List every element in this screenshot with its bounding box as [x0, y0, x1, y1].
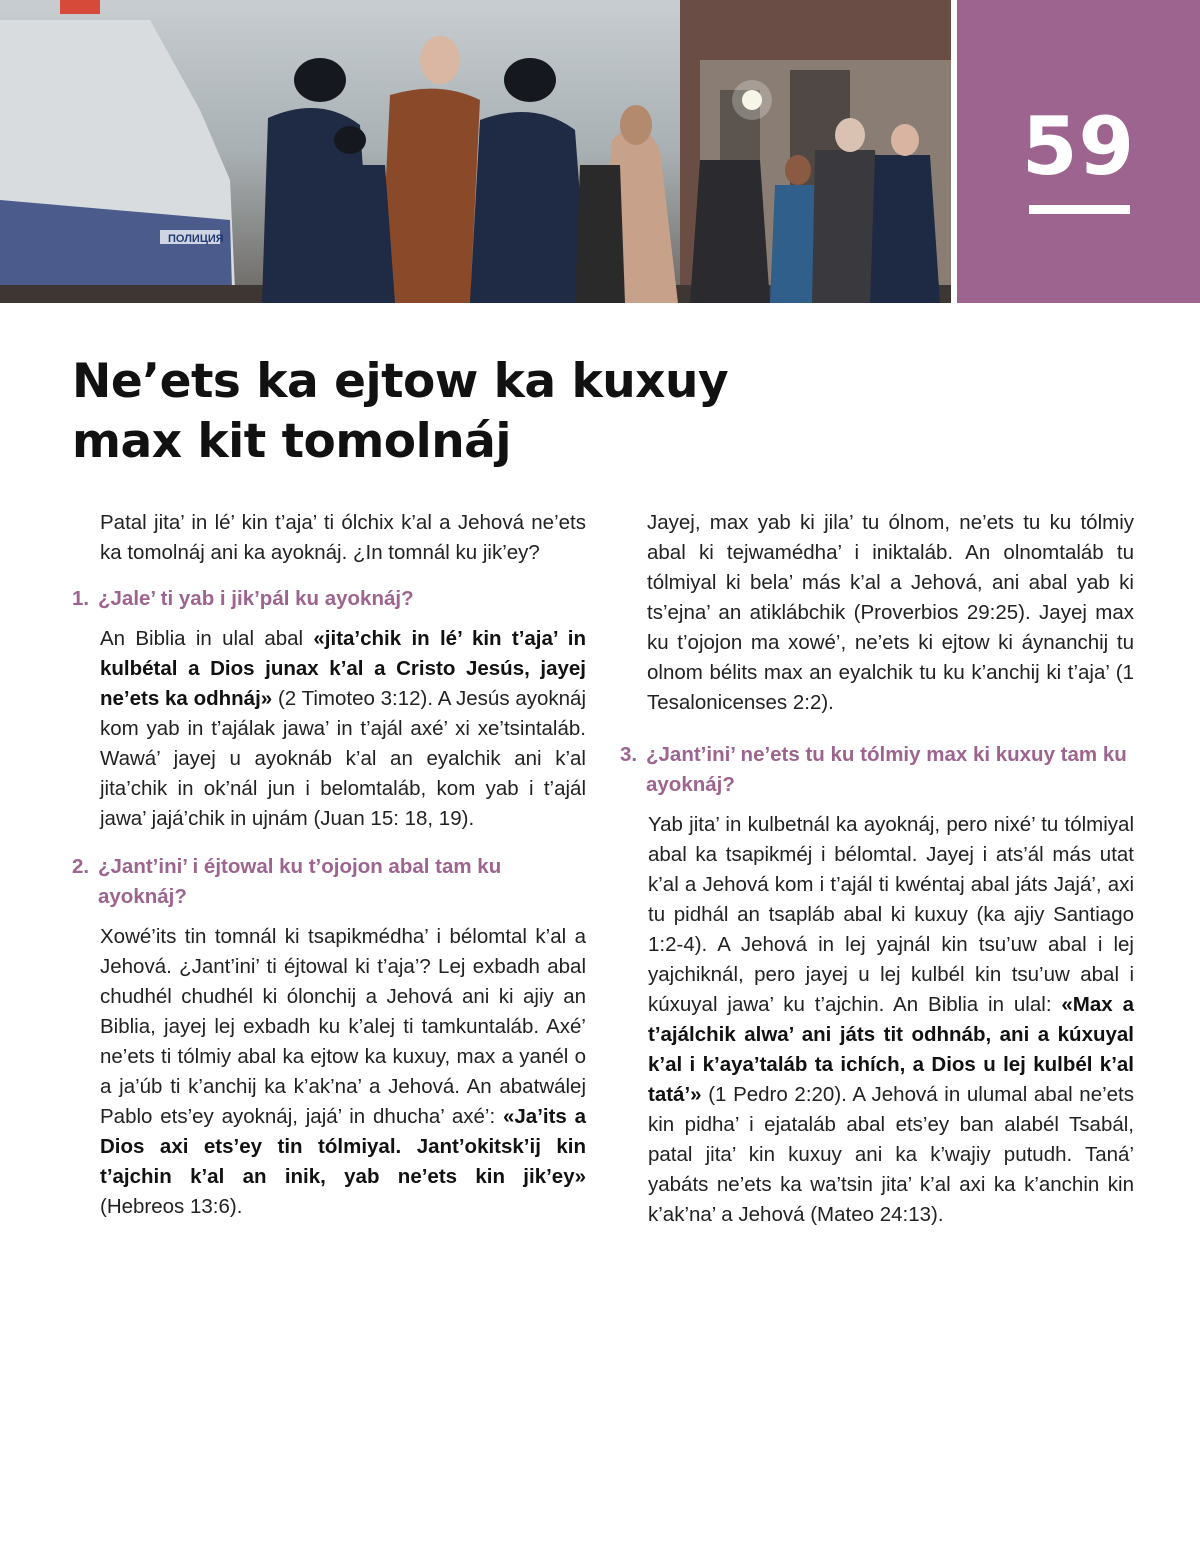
title-line-1: Ne’ets ka ejtow ka kuxuy [72, 354, 729, 409]
scripture-quote: «Max a t’ajálchik alwa’ ani játs tit odhnáb, ani a kúxuyal k’al i k’aya’taláb ta ichích, a Dios u lej kulbél k’al tatá’» [648, 993, 1134, 1106]
question-number: 1. [72, 587, 90, 610]
answer-text: (1 Pedro 2:20). A Jehová in ulumal abal ne’ets kin pidha’ i ejataláb abal ets’ey ban alabél Tsabál, patal jita’ kin kuxuy ani ka k’wajiy putudh. Taná’ yabáts ne’ets ka wa’tsin jita’ k’al axi ka k’anchin kin k’ak’na’ a Jehová (Mateo 24:13). [648, 1083, 1134, 1226]
intro-paragraph: Patal jita’ in lé’ kin t’aja’ ti ólchix k’al a Jehová ne’ets ka tomolnáj ani ka ayoknáj. ¿In tomnál ku jik’ey? [100, 511, 586, 564]
answer-2-continued-paragraph: Jayej, max yab ki jila’ tu ólnom, ne’ets tu ku tólmiy abal ki tejwamédha’ i iniktaláb. An olnomtaláb tu tólmiyal ki bela’ más k’al a Jehová, ani abal yab ki ts’ejna’ an atiklábchik (Proverbios 29:25). Jayej max ku t’ojojon ma xowé’, ne’ets ki ejtow ki áynanchij tu olnom bélits max an eyalchik tu ku k’anchij ki t’aja’ (1 Tesalonicenses 2:2). [647, 511, 1134, 714]
answer-text: Xowé’its tin tomnál ki tsapikmédha’ i bélomtal k’al a Jehová. ¿Jant’ini’ ti éjtowal ki t’aja’? Lej exbadh abal chudhél chudhél ki ólonchij a Jehová ani ki ajiy an Biblia, jayej lej exbadh ku k’alej ti tamkuntaláb. Axé’ ne’ets ti tólmiy abal ka ejtow ka kuxuy, max a yanél o a ja’úb ti k’anchij ka k’ak’na’ a Jehová. An abatwálej Pablo ets’ey ayoknáj, jajá’ in dhucha’ axé’: [100, 925, 586, 1128]
question-1 [72, 584, 586, 614]
title-line-2: max kit tomolnáj [72, 414, 511, 469]
lesson-number-underline [1029, 205, 1130, 214]
answer-text: Yab jita’ in kulbetnál ka ayoknáj, pero nixé’ tu tólmiyal abal ka tsapikméj i bélomtal. Jayej i ats’ál más utat k’al a Jehová kom i t’ajál ti kwéntaj abal játs Jajá’, axi tu pidhál an tsapláb abal ki kuxuy (ka ajiy Santiago 1:2-4). A Jehová in lej yajnál kin tsu’uw abal i lej yajchiknál, pero jayej u lej kulbél kin tsu’uw abal i kúxuyal jawa’ ku t’ajchin. An Biblia in ulal: [648, 813, 1134, 1016]
question-text: ¿Jant’ini’ i éjtowal ku t’ojojon abal tam ku ayoknáj? [98, 855, 502, 908]
page-title [72, 352, 832, 472]
answer-text: An Biblia in ulal abal [100, 627, 314, 650]
photo-caption: ПОЛИЦИЯ [168, 233, 224, 245]
answer-3-paragraph [620, 810, 1134, 1230]
photo-icon [0, 0, 951, 303]
scripture-quote: «Ja’its a Dios axi ets’ey tin tólmiyal. Jant’okitsk’ij kin t’ajchin k’al an inik, yab ne’ets kin jik’ey» [100, 1105, 587, 1188]
lesson-number: 59 [1021, 100, 1136, 193]
question-number: 3. [620, 743, 638, 766]
question-2 [72, 852, 586, 912]
hero-photo [0, 0, 951, 303]
question-text: ¿Jale’ ti yab i jik’pál ku ayoknáj? [98, 587, 414, 610]
answer-text: (Hebreos 13:6). [100, 1195, 243, 1218]
answer-1-paragraph [72, 624, 586, 834]
question-3 [620, 740, 1134, 800]
scripture-quote: «jita’chik in lé’ kin t’aja’ in kulbétal a Dios junax k’al a Cristo Jesús, jayej ne’ets ka odhnáj» [100, 627, 586, 710]
question-number: 2. [72, 855, 90, 878]
answer-text: (2 Timoteo 3:12). A Jesús ayoknáj kom yab in t’ajálak jawa’ in t’ajál axé’ xi xe’tsintaláb. Wawá’ jayej u ayoknáb k’al an eyalchik ani k’al jita’chik in ok’nál jun i belomtaláb, kom yab i t’ajál jawa’ jajá’chik in ujnám (Juan 15: 18, 19). [100, 687, 586, 830]
question-text: ¿Jant’ini’ ne’ets tu ku tólmiy max ki kuxuy tam ku ayoknáj? [646, 743, 1127, 796]
left-column [72, 508, 586, 1222]
lesson-badge [957, 0, 1200, 303]
answer-2-paragraph [72, 922, 586, 1222]
right-column [620, 508, 1134, 1230]
